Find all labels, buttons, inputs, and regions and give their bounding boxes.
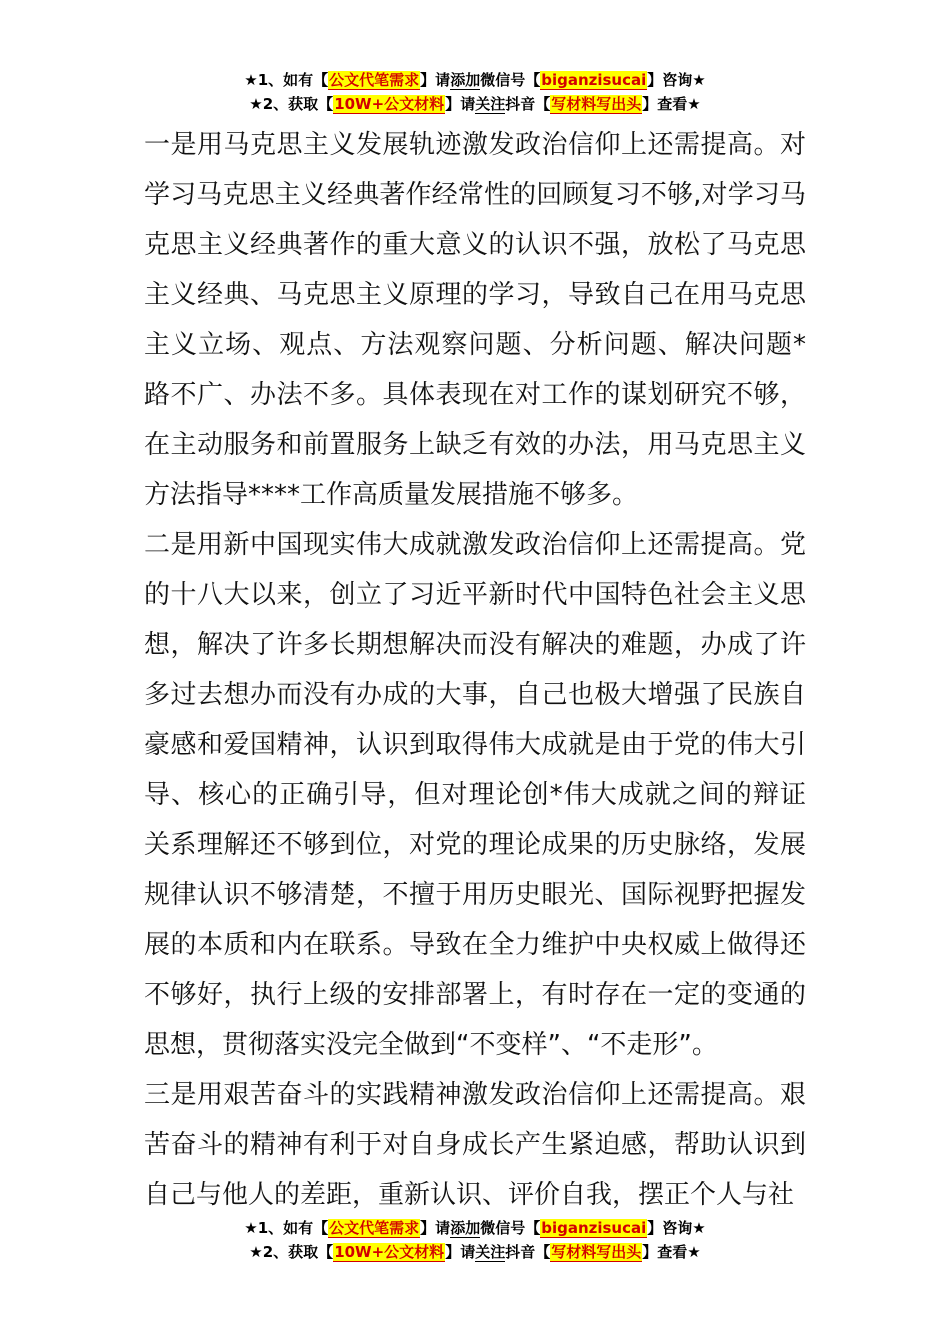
footer-banner bbox=[0, 1216, 950, 1264]
underlined-text: 添加 bbox=[450, 71, 481, 89]
banner-text: ★2、获取【 bbox=[249, 1243, 334, 1261]
banner-text: 微信号【 bbox=[480, 1219, 541, 1237]
banner-text: 抖音【 bbox=[505, 95, 551, 113]
douyin-id-highlight: 写材料写出头 bbox=[551, 1243, 642, 1261]
banner-line-1 bbox=[0, 1216, 950, 1240]
paragraph-3: 三是用艰苦奋斗的实践精神激发政治信仰上还需提高。艰苦奋斗的精神有利于对自身成长产生紧迫感，帮助认识到自己与他人的差距，重新认识、评价自我，摆正个人与社 bbox=[144, 1080, 806, 1210]
highlight-tag: 10W+公文材料 bbox=[334, 1243, 445, 1261]
highlight-tag: 10W+公文材料 bbox=[334, 95, 445, 113]
wechat-id-highlight: biganzisucai bbox=[541, 1219, 647, 1237]
banner-text: 】查看★ bbox=[642, 1243, 701, 1261]
paragraph-2: 二是用新中国现实伟大成就激发政治信仰上还需提高。党的十八大以来，创立了习近平新时代中国特色社会主义思想，解决了许多长期想解决而没有解决的难题，办成了许多过去想办而没有办成的大事，自己也极大增强了民族自豪感和爱国精神，认识到取得伟大成就是由于党的伟大引导、核心的正确引导，但对理论创*伟大成就之间的辩证关系理解还不够到位，对党的理论成果的历史脉络，发展规律认识不够清楚，不擅于用历史眼光、国际视野把握发展的本质和内在联系。导致在全力维护中央权威上做得还不够好，执行上级的安排部署上，有时存在一定的变通的思想，贯彻落实没完全做到“不变样”、“不走形”。 bbox=[144, 530, 806, 1060]
underlined-text: 关注 bbox=[475, 95, 506, 113]
banner-text: ★1、如有【 bbox=[244, 71, 329, 89]
banner-text: ★1、如有【 bbox=[244, 1219, 329, 1237]
banner-line-2 bbox=[0, 1240, 950, 1264]
header-banner bbox=[0, 68, 950, 116]
underlined-text: 关注 bbox=[475, 1243, 506, 1261]
highlight-tag: 公文代笔需求 bbox=[329, 1219, 420, 1237]
douyin-id-highlight: 写材料写出头 bbox=[551, 95, 642, 113]
banner-line-1 bbox=[0, 68, 950, 92]
wechat-id-highlight: biganzisucai bbox=[541, 71, 647, 89]
banner-text: ★2、获取【 bbox=[249, 95, 334, 113]
banner-text: 】咨询★ bbox=[647, 71, 706, 89]
highlight-tag: 公文代笔需求 bbox=[329, 71, 420, 89]
document-body bbox=[144, 120, 806, 1220]
banner-text: 抖音【 bbox=[505, 1243, 551, 1261]
banner-text: 】请 bbox=[445, 1243, 476, 1261]
banner-text: 】咨询★ bbox=[647, 1219, 706, 1237]
banner-line-2 bbox=[0, 92, 950, 116]
underlined-text: 添加 bbox=[450, 1219, 481, 1237]
banner-text: 】请 bbox=[420, 1219, 451, 1237]
banner-text: 】请 bbox=[420, 71, 451, 89]
banner-text: 】查看★ bbox=[642, 95, 701, 113]
banner-text: 微信号【 bbox=[480, 71, 541, 89]
paragraph-1: 一是用马克思主义发展轨迹激发政治信仰上还需提高。对学习马克思主义经典著作经常性的回顾复习不够,对学习马克思主义经典著作的重大意义的认识不强，放松了马克思主义经典、马克思主义原理的学习，导致自己在用马克思主义立场、观点、方法观察问题、分析问题、解决问题*路不广、办法不多。具体表现在对工作的谋划研究不够，在主动服务和前置服务上缺乏有效的办法，用马克思主义方法指导****工作高质量发展措施不够多。 bbox=[144, 130, 806, 510]
banner-text: 】请 bbox=[445, 95, 476, 113]
